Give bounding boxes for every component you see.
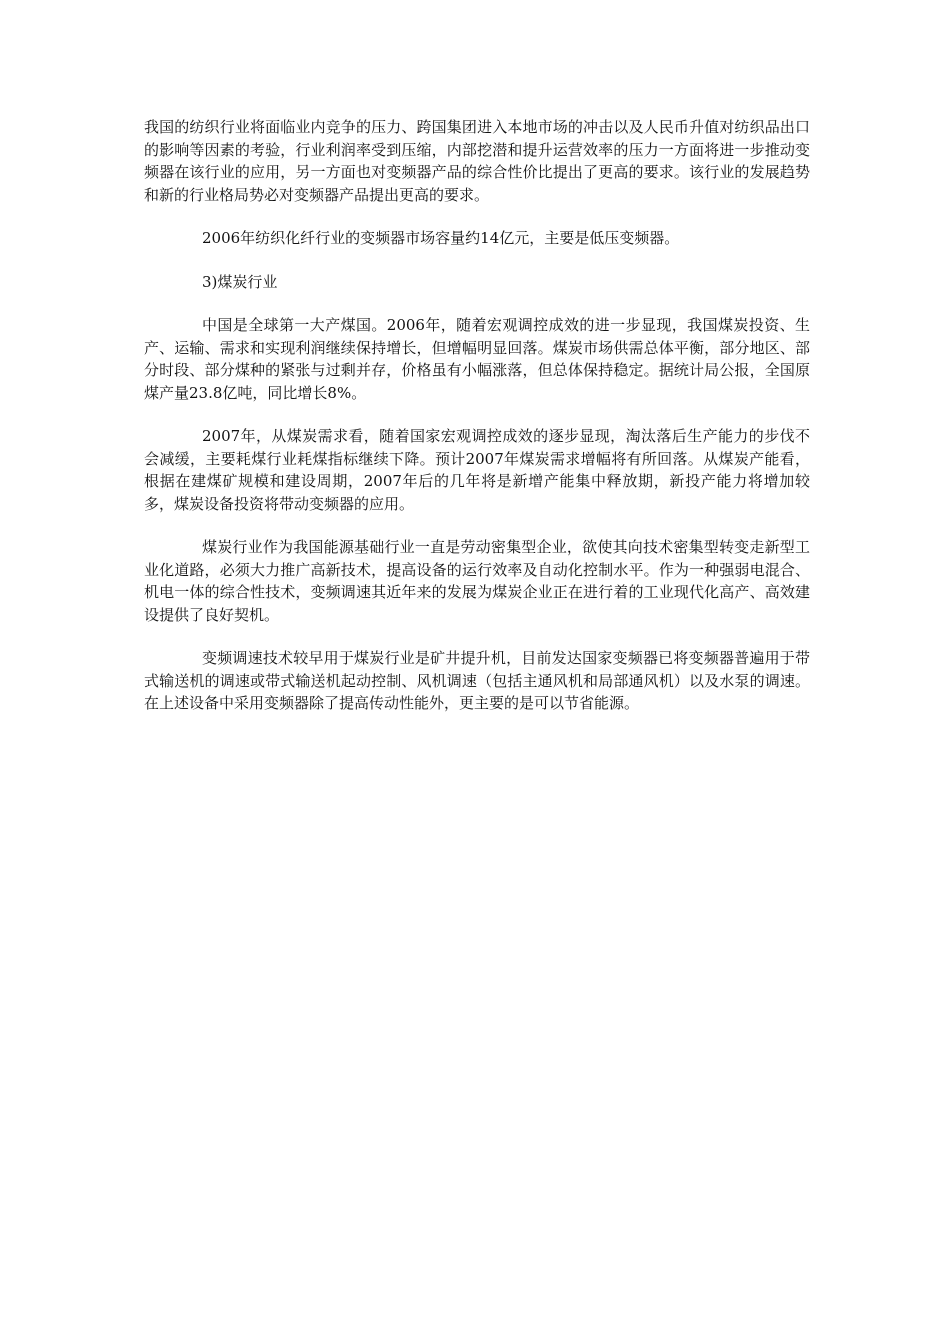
paragraph-coal-2007: 2007年，从煤炭需求看，随着国家宏观调控成效的逐步显现，淘汰落后生产能力的步伐不会减缓，主要耗煤行业耗煤指标继续下降。预计2007年煤炭需求增幅将有所回落。从煤炭产能看，根据在建煤矿规模和建设周期，2007年后的几年将是新增产能集中释放期，新投产能力将增加较多，煤炭设备投资将带动变频器的应用。 bbox=[144, 427, 810, 513]
section-heading-coal-industry: 3)煤炭行业 bbox=[202, 272, 278, 291]
document-body bbox=[144, 116, 810, 736]
paragraph-coal-2006: 中国是全球第一大产煤国。2006年，随着宏观调控成效的进一步显现，我国煤炭投资、生产、运输、需求和实现利润继续保持增长，但增幅明显回落。煤炭市场供需总体平衡，部分地区、部分时段、部分煤种的紧张与过剩并存，价格虽有小幅涨落，但总体保持稳定。据统计局公报，全国原煤产量23.8亿吨，同比增长8%。 bbox=[144, 316, 810, 402]
paragraph-textile-market-size: 2006年纺织化纤行业的变频器市场容量约14亿元，主要是低压变频器。 bbox=[202, 229, 680, 247]
paragraph-coal-vfd-applications: 变频调速技术较早用于煤炭行业是矿井提升机，目前发达国家变频器已将变频器普遍用于带式输送机的调速或带式输送机起动控制、风机调速（包括主通风机和局部通风机）以及水泵的调速。在上述设备中采用变频器除了提高传动性能外，更主要的是可以节省能源。 bbox=[144, 649, 810, 712]
paragraph-textile-outlook: 我国的纺织行业将面临业内竞争的压力、跨国集团进入本地市场的冲击以及人民币升值对纺织品出口的影响等因素的考验，行业利润率受到压缩，内部挖潜和提升运营效率的压力一方面将进一步推动变频器在该行业的应用，另一方面也对变频器产品的综合性价比提出了更高的要求。该行业的发展趋势和新的行业格局势必对变频器产品提出更高的要求。 bbox=[144, 118, 810, 204]
paragraph-coal-modernization: 煤炭行业作为我国能源基础行业一直是劳动密集型企业，欲使其向技术密集型转变走新型工业化道路，必须大力推广高新技术，提高设备的运行效率及自动化控制水平。作为一种强弱电混合、机电一体的综合性技术，变频调速其近年来的发展为煤炭企业正在进行着的工业现代化高产、高效建设提供了良好契机。 bbox=[144, 538, 810, 624]
